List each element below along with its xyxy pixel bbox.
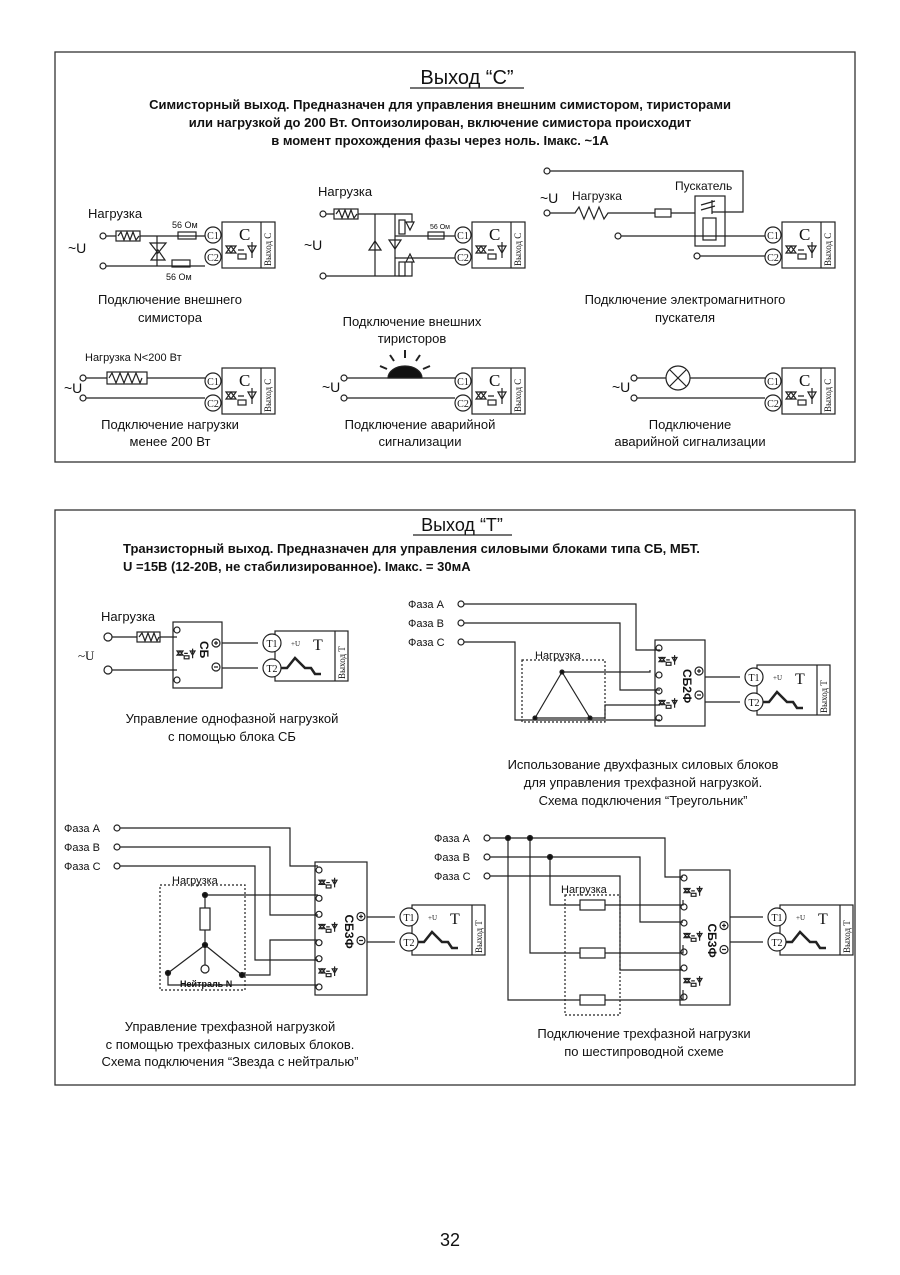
zero-cross-box (326, 929, 331, 932)
optocoupler-icon (319, 966, 337, 976)
optocoupler-icon (684, 976, 702, 986)
block-label: СБ3Ф (342, 914, 356, 949)
transistor-icon (281, 658, 321, 674)
transistor-icon (786, 932, 826, 948)
optocoupler-icon (786, 242, 816, 258)
wire (730, 917, 763, 942)
plus-u-label: +U (291, 640, 301, 648)
output-c-module (205, 222, 275, 268)
power-block (680, 870, 730, 1005)
caption: по шестипроводной схеме (564, 1044, 724, 1059)
optocoupler-icon (684, 886, 702, 896)
caption: пускателя (654, 310, 716, 325)
power-block (173, 622, 222, 688)
voltage-label: ~U (612, 379, 631, 395)
caption: аварийной сигнализации (614, 434, 766, 449)
output-c-module (455, 222, 525, 268)
zero-cross-box (691, 893, 696, 896)
diagram-two-phase-delta (408, 599, 830, 808)
output-t-module (705, 665, 830, 715)
screw-terminal (316, 956, 322, 962)
load-label: Нагрузка (561, 884, 607, 896)
screw-terminal (681, 965, 687, 971)
phase-b-label: Фаза B (408, 618, 444, 630)
module-letter: C (489, 371, 501, 390)
zero-cross-box (691, 983, 696, 986)
diagram-external-triac (68, 206, 275, 325)
optocoupler-icon (659, 655, 677, 665)
terminal-c2-label: C2 (767, 253, 779, 264)
caption: с помощью блока СБ (168, 729, 296, 744)
plus-u-label: +U (428, 914, 438, 922)
zero-cross-box (488, 254, 496, 259)
caption: с помощью трехфазных силовых блоков. (105, 1037, 355, 1052)
terminal-c2-label: C2 (207, 399, 219, 410)
output-t-module (367, 905, 485, 955)
screw-terminal (316, 895, 322, 901)
caption: Подключение внешних (342, 314, 482, 329)
terminal-t1-label: T1 (748, 673, 760, 684)
optocoupler-icon (476, 242, 506, 258)
caption: Подключение электромагнитного (584, 292, 786, 307)
load-label: Нагрузка (572, 189, 622, 203)
voltage-label: ~U (78, 648, 95, 663)
terminal-c2-label: C2 (457, 399, 469, 410)
terminal-c1-label: C1 (457, 231, 469, 242)
resistor-label: 56 Ом (166, 272, 192, 282)
output-c-module (765, 222, 835, 268)
module-side-label: Выход С (823, 232, 833, 266)
voltage-label: ~U (64, 380, 83, 396)
phase-a-label: Фаза A (434, 833, 470, 845)
screw-terminal (681, 949, 687, 955)
output-t-module (730, 905, 853, 955)
block-label: СБ3Ф (705, 923, 719, 958)
phase-c-label: Фаза C (408, 637, 445, 649)
output-c-module (205, 368, 275, 414)
section-c-title: Выход “С” (420, 67, 514, 89)
module-side-label: Выход С (823, 378, 833, 412)
terminal-t2-label: T2 (403, 938, 415, 949)
caption: Управление однофазной нагрузкой (125, 711, 339, 726)
load-label: Нагрузка (172, 875, 218, 887)
wire (222, 643, 258, 668)
caption: менее 200 Вт (129, 434, 211, 449)
caption: тиристоров (377, 331, 447, 346)
phase-a-label: Фаза A (64, 823, 100, 835)
optocoupler-icon (659, 698, 677, 708)
module-side-label: Выход С (513, 378, 523, 412)
screw-terminal (681, 875, 687, 881)
neutral-label: Нейтраль N (180, 979, 233, 989)
terminal-c1-label: C1 (207, 231, 219, 242)
optocoupler-icon (319, 878, 337, 888)
starter-label: Пускатель (675, 179, 733, 193)
module-side-label: Выход С (263, 232, 273, 266)
voltage-label: ~U (68, 240, 87, 256)
terminal-c1-label: C1 (767, 377, 779, 388)
beacon-icon (388, 366, 422, 378)
section-c-desc-3: в момент прохождения фазы через ноль. Iмакс. ~1А (271, 133, 609, 148)
load-label: Нагрузка (101, 609, 156, 624)
terminal-c1-label: C1 (767, 231, 779, 242)
load-label: Нагрузка (535, 650, 581, 662)
terminal-t1-label: T1 (403, 913, 415, 924)
screw-terminal (681, 904, 687, 910)
optocoupler-icon (177, 649, 195, 659)
screw-terminal (316, 940, 322, 946)
transistor-icon (418, 932, 458, 948)
zero-cross-box (666, 662, 671, 665)
terminal-t2-label: T2 (748, 698, 760, 709)
diagram-magnetic-starter (540, 168, 835, 325)
optocoupler-icon (786, 388, 816, 404)
resistor-label: 56 Ом (172, 220, 198, 230)
caption: Подключение внешнего (98, 292, 242, 307)
screw-terminal (316, 911, 322, 917)
phase-a-label: Фаза A (408, 599, 444, 611)
plus-u-label: +U (773, 674, 783, 682)
caption: для управления трехфазной нагрузкой. (523, 775, 763, 790)
block-body (655, 640, 705, 726)
optocoupler-icon (684, 931, 702, 941)
screw-terminal (656, 688, 662, 694)
module-letter: T (313, 637, 323, 654)
caption: Использование двухфазных силовых блоков (507, 757, 779, 772)
optocoupler-icon (476, 388, 506, 404)
terminal-c1-label: C1 (457, 377, 469, 388)
voltage-label: ~U (540, 190, 559, 206)
zero-cross-box (326, 885, 331, 888)
caption: Схема подключения “Звезда с нейтралью” (101, 1054, 359, 1069)
block-label: СБ2Ф (680, 669, 694, 704)
transistor-icon (763, 692, 803, 708)
screw-terminal (316, 984, 322, 990)
section-t-title: Выход “Т” (421, 515, 503, 535)
zero-cross-box (798, 400, 806, 405)
module-letter: C (799, 371, 811, 390)
module-letter: C (239, 225, 251, 244)
terminal-c1-label: C1 (207, 377, 219, 388)
section-c-desc-2: или нагрузкой до 200 Вт. Оптоизолирован, включение симистора происходит (188, 115, 692, 130)
caption: Подключение (648, 417, 732, 432)
plus-u-label: +U (796, 914, 806, 922)
phase-c-label: Фаза C (434, 871, 471, 883)
voltage-label: ~U (304, 237, 323, 253)
power-block (655, 640, 705, 726)
zero-cross-box (691, 938, 696, 941)
module-side-label: Выход Т (337, 646, 347, 679)
starter (695, 196, 725, 246)
output-c-module (765, 368, 835, 414)
diagram-external-thyristors (304, 184, 525, 346)
caption: симистора (138, 310, 202, 325)
terminal-t2-label: T2 (266, 664, 278, 675)
caption: Схема подключения “Треугольник” (538, 793, 748, 808)
screw-terminal (174, 627, 180, 633)
output-c-module (455, 368, 525, 414)
caption: Подключение трехфазной нагрузки (537, 1026, 751, 1041)
screw-terminal (656, 672, 662, 678)
module-side-label: Выход С (263, 378, 273, 412)
terminal-t1-label: T1 (266, 639, 278, 650)
module-side-label: Выход Т (819, 680, 829, 713)
load-label: Нагрузка (88, 206, 143, 221)
screw-terminal (681, 920, 687, 926)
voltage-label: ~U (322, 379, 341, 395)
zero-cross-box (666, 705, 671, 708)
terminal-c2-label: C2 (457, 253, 469, 264)
caption: Подключение нагрузки (101, 417, 239, 432)
terminal-c2-label: C2 (767, 399, 779, 410)
phase-c-label: Фаза C (64, 861, 101, 873)
power-block (315, 862, 367, 995)
screw-terminal (316, 867, 322, 873)
load-label: Нагрузка N<200 Вт (85, 352, 182, 364)
module-letter: T (818, 911, 828, 928)
optocoupler-icon (226, 242, 256, 258)
phase-b-label: Фаза B (434, 852, 470, 864)
resistor-label: 56 Ом (430, 224, 450, 231)
module-letter: T (450, 911, 460, 928)
optocoupler-icon (319, 922, 337, 932)
module-side-label: Выход Т (842, 920, 852, 953)
screw-terminal (174, 677, 180, 683)
module-side-label: Выход С (513, 232, 523, 266)
caption: Подключение аварийной (344, 417, 496, 432)
module-letter: T (795, 671, 805, 688)
zero-cross-box (184, 656, 189, 659)
diagram-alarm-lamp (612, 366, 835, 449)
caption: Управление трехфазной нагрузкой (124, 1019, 336, 1034)
section-t-desc-1: Транзисторный выход. Предназначен для управления силовыми блоками типа СБ, МБТ. (123, 541, 700, 556)
module-letter: C (489, 225, 501, 244)
diagram-six-wire (434, 833, 853, 1059)
diagram-three-phase-star (64, 823, 485, 1069)
module-side-label: Выход Т (474, 920, 484, 953)
terminal-t2-label: T2 (771, 938, 783, 949)
block-label: СБ (197, 641, 211, 659)
page-number: 32 (439, 1230, 461, 1250)
section-t-desc-2: U =15В (12-20В, не стабилизированное). Iмакс. = 30мА (123, 559, 471, 574)
terminal-c2-label: C2 (207, 253, 219, 264)
phase-b-label: Фаза B (64, 842, 100, 854)
wire (705, 677, 740, 702)
zero-cross-box (238, 254, 246, 259)
section-c-desc-1: Симисторный выход. Предназначен для управления внешним симистором, тиристорами (149, 97, 731, 112)
screw-terminal (681, 994, 687, 1000)
zero-cross-box (798, 254, 806, 259)
optocoupler-icon (226, 388, 256, 404)
wire (367, 917, 395, 942)
output-t-module (222, 631, 348, 681)
zero-cross-box (326, 974, 331, 977)
diagram-small-load (64, 352, 275, 449)
caption: сигнализации (378, 434, 462, 449)
zero-cross-box (488, 400, 496, 405)
load-label: Нагрузка (318, 184, 373, 199)
diagram-single-phase (78, 609, 348, 744)
zero-cross-box (238, 400, 246, 405)
diagram-alarm-beacon (322, 350, 525, 449)
module-letter: C (799, 225, 811, 244)
terminal-t1-label: T1 (771, 913, 783, 924)
module-letter: C (239, 371, 251, 390)
